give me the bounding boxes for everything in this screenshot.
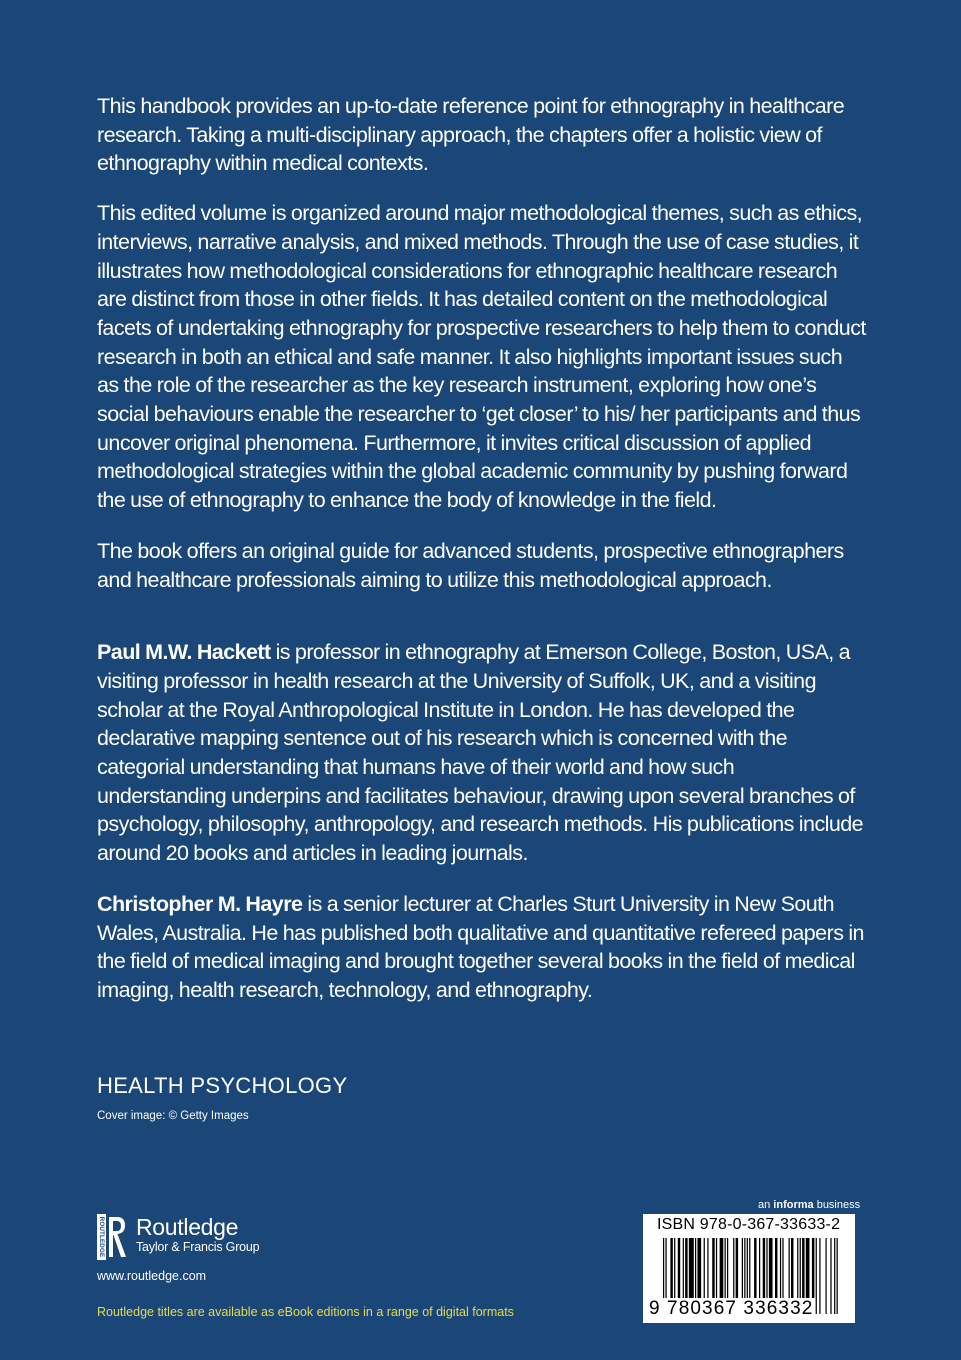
barcode-digits: 9 780367 336332: [649, 1298, 814, 1319]
description-paragraph-3: The book offers an original guide for advanced students, prospective ethnographers and healthcare professionals aiming to utilize this methodological approach.: [97, 538, 844, 592]
barcode-bar: [825, 1238, 826, 1314]
publisher-wordmark: [136, 1214, 259, 1255]
ebook-availability-note: Routledge titles are available as eBook editions in a range of digital formats: [97, 1305, 514, 1319]
informa-business-label: [758, 1199, 860, 1211]
barcode-bar: [834, 1238, 835, 1314]
barcode-bar: [837, 1238, 838, 1314]
publisher-logo: [97, 1214, 259, 1264]
isbn-barcode: [643, 1214, 855, 1323]
description-paragraph-1: This handbook provides an up-to-date reference point for ethnography in healthcare research. Taking a multi-disciplinary approach, the chapters offer a holistic view of ethnography within medical contexts.: [97, 94, 845, 176]
author-bio-hayre: [97, 890, 867, 1005]
barcode-bar: [816, 1238, 817, 1314]
description-paragraph-2: This edited volume is organized around major methodological themes, such as ethics, interviews, narrative analysis, and mixed methods. Through the use of case studies, it illustrates how methodological considerations for ethnographic healthcare research are distinct from those in other fields. It has detailed content on the methodological facets of undertaking ethnography for prospective researchers to help them to conduct research in both an ethical and safe manner. It also highlights important issues such as the role of the researcher as the key research instrument, exploring how one’s social behaviours enable the researcher to ‘get closer’ to his/ her participants and thus uncover original phenomena. Furthermore, it invites critical discussion of applied methodological strategies within the global academic community by pushing forward the use of ethnography to enhance the body of knowledge in the field.: [97, 201, 866, 513]
informa-prefix: an: [758, 1199, 774, 1211]
subject-category: HEALTH PSYCHOLOGY: [97, 1073, 348, 1098]
routledge-logo-icon: [97, 1214, 127, 1260]
author-bio-hackett: [97, 638, 867, 868]
author-bio-text: is professor in ethnography at Emerson College, Boston, USA, a visiting professor in health research at the University of Suffolk, UK, and a visiting scholar at the Royal Anthropological Institute in London. He has developed the declarative mapping sentence out of his research which is concerned with the categorial understanding that humans have of their world and how such understanding underpins and facilitates behaviour, drawing upon several branches of psychology, philosophy, anthropology, and research methods. His publications include around 20 books and articles in leading journals.: [97, 640, 864, 866]
publisher-name: Routledge: [136, 1214, 239, 1240]
informa-brand: informa: [773, 1199, 814, 1211]
cover-image-credit: Cover image: © Getty Images: [97, 1110, 249, 1122]
logo-spine-text: ROUTLEDGE: [97, 1216, 105, 1258]
author-name: Christopher M. Hayre: [97, 891, 303, 916]
back-cover-text: [97, 92, 867, 1005]
informa-suffix: business: [813, 1199, 861, 1211]
isbn-label: ISBN 978-0-367-33633-2: [657, 1216, 841, 1233]
author-bio-text: is a senior lecturer at Charles Sturt University in New South Wales, Australia. He has published both qualitative and quantitative refereed papers in the field of medical imaging and brought together several books in the field of medical imaging, health research, technology, and ethnography.: [97, 891, 864, 1002]
barcode-bar: [819, 1238, 820, 1314]
author-name: Paul M.W. Hackett: [97, 640, 271, 665]
barcode-bar: [830, 1238, 831, 1314]
publisher-website: www.routledge.com: [97, 1269, 207, 1283]
publisher-group: Taylor & Francis Group: [136, 1240, 260, 1254]
